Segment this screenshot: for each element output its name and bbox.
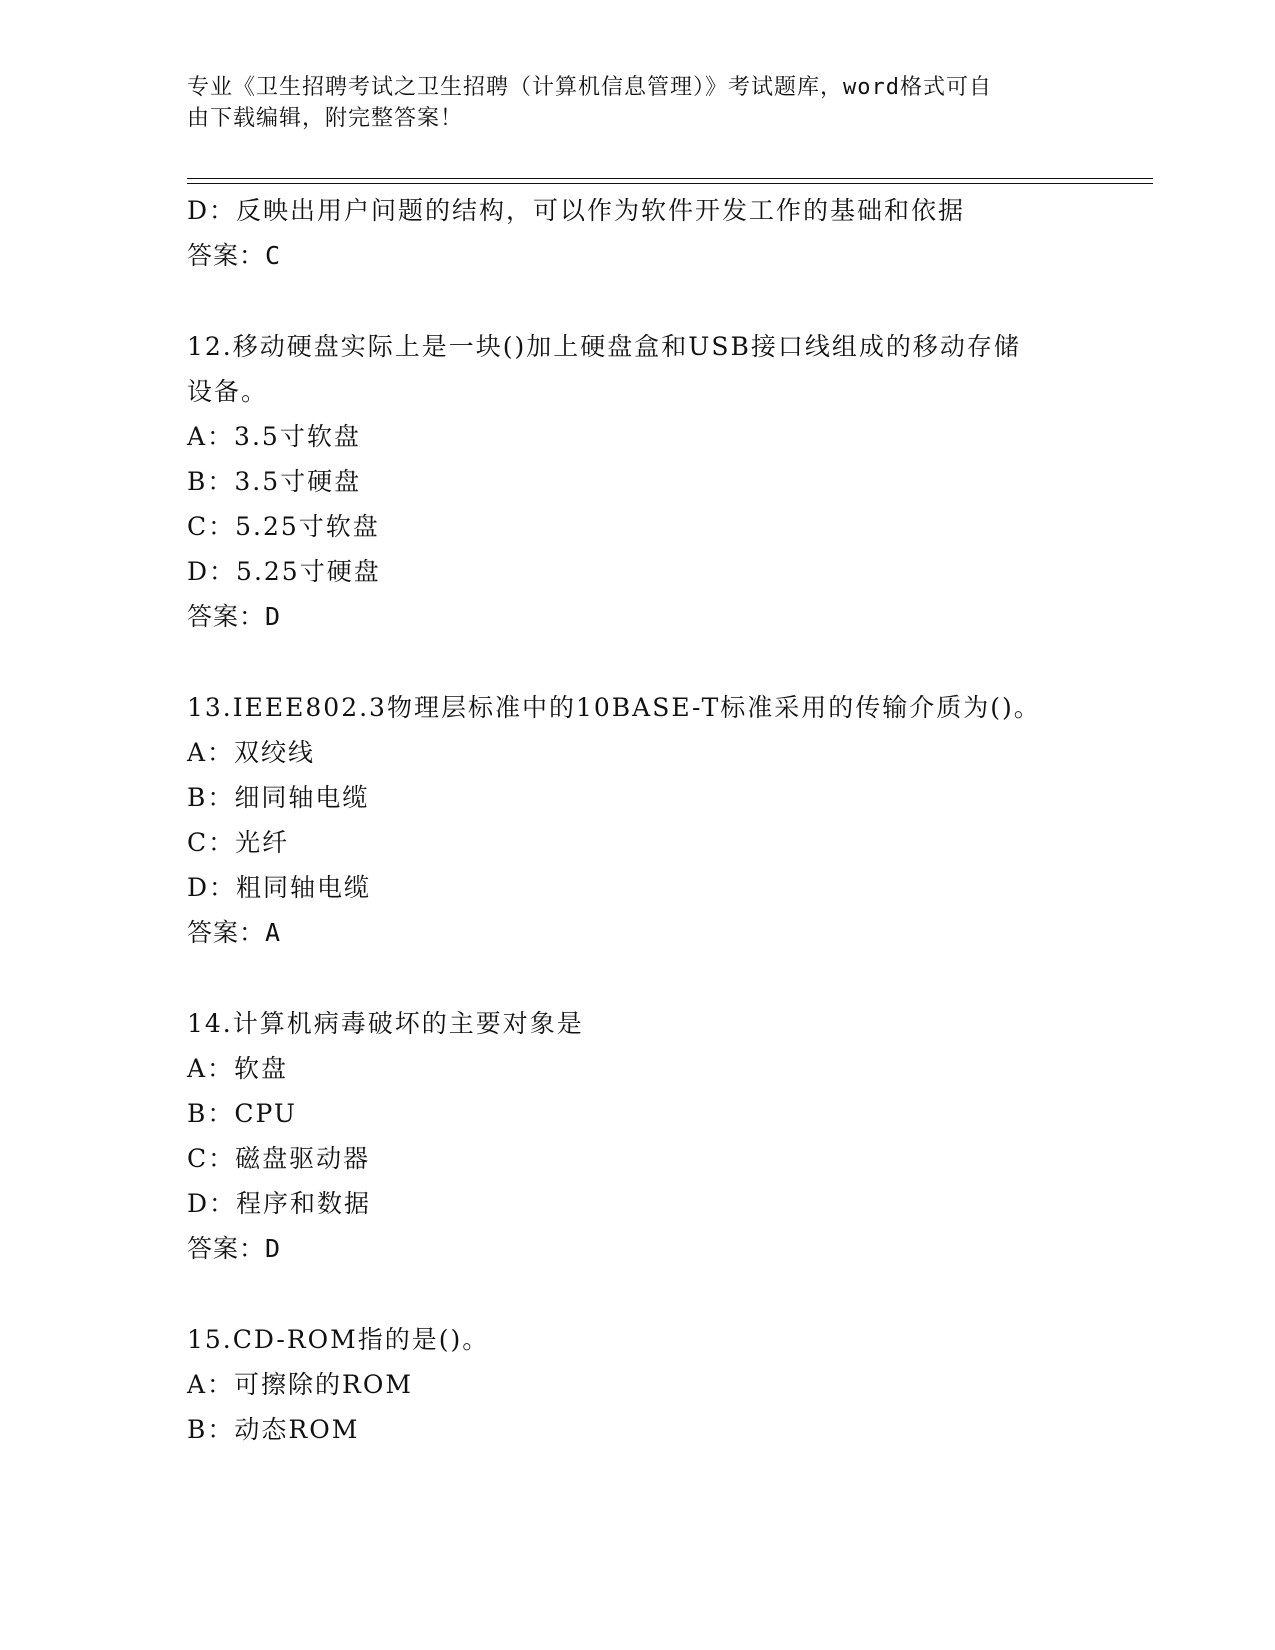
option-a: A：3.5寸软盘 — [187, 422, 361, 451]
header-divider-top — [187, 178, 1153, 179]
answer-line: 答案：D — [187, 1234, 282, 1263]
question-11 — [187, 188, 1087, 278]
option-c: C：磁盘驱动器 — [187, 1144, 371, 1173]
question-list — [187, 188, 1087, 1452]
spacer — [187, 639, 1087, 685]
question-text-line-1: 13.IEEE802.3物理层标准中的10BASE-T标准采用的传输介质为()。 — [187, 693, 1041, 722]
option-a: A：双绞线 — [187, 738, 316, 767]
question-text-line-1: 15.CD-ROM指的是()。 — [187, 1325, 490, 1354]
option-d: D：粗同轴电缆 — [187, 873, 372, 902]
option-c: C：5.25寸软盘 — [187, 512, 380, 541]
option-d: D：反映出用户问题的结构，可以作为软件开发工作的基础和依据 — [187, 196, 966, 225]
spacer — [187, 278, 1087, 324]
question-14 — [187, 1001, 1087, 1271]
header-line-2: 由下载编辑，附完整答案！ — [187, 106, 464, 131]
option-b: B：CPU — [187, 1099, 297, 1128]
answer-line: 答案：C — [187, 241, 282, 270]
question-12 — [187, 324, 1087, 639]
question-text-line-2: 设备。 — [187, 377, 269, 406]
option-b: B：3.5寸硬盘 — [187, 467, 362, 496]
option-c: C：光纤 — [187, 828, 290, 857]
spacer — [187, 1271, 1087, 1317]
spacer — [187, 955, 1087, 1001]
question-15 — [187, 1317, 1087, 1452]
document-header — [187, 72, 1067, 134]
answer-line: 答案：A — [187, 918, 282, 947]
option-b: B：细同轴电缆 — [187, 783, 370, 812]
answer-line: 答案：D — [187, 602, 282, 631]
header-divider-bottom — [187, 183, 1153, 184]
header-line-1: 专业《卫生招聘考试之卫生招聘（计算机信息管理）》考试题库，word格式可自 — [187, 75, 992, 100]
question-13 — [187, 685, 1087, 955]
option-b: B：动态ROM — [187, 1415, 360, 1444]
option-a: A：可擦除的ROM — [187, 1370, 413, 1399]
question-text-line-1: 14.计算机病毒破坏的主要对象是 — [187, 1009, 584, 1038]
question-text-line-1: 12.移动硬盘实际上是一块()加上硬盘盒和USB接口线组成的移动存储 — [187, 332, 1021, 361]
option-a: A：软盘 — [187, 1054, 289, 1083]
option-d: D：程序和数据 — [187, 1189, 372, 1218]
option-d: D：5.25寸硬盘 — [187, 557, 381, 586]
